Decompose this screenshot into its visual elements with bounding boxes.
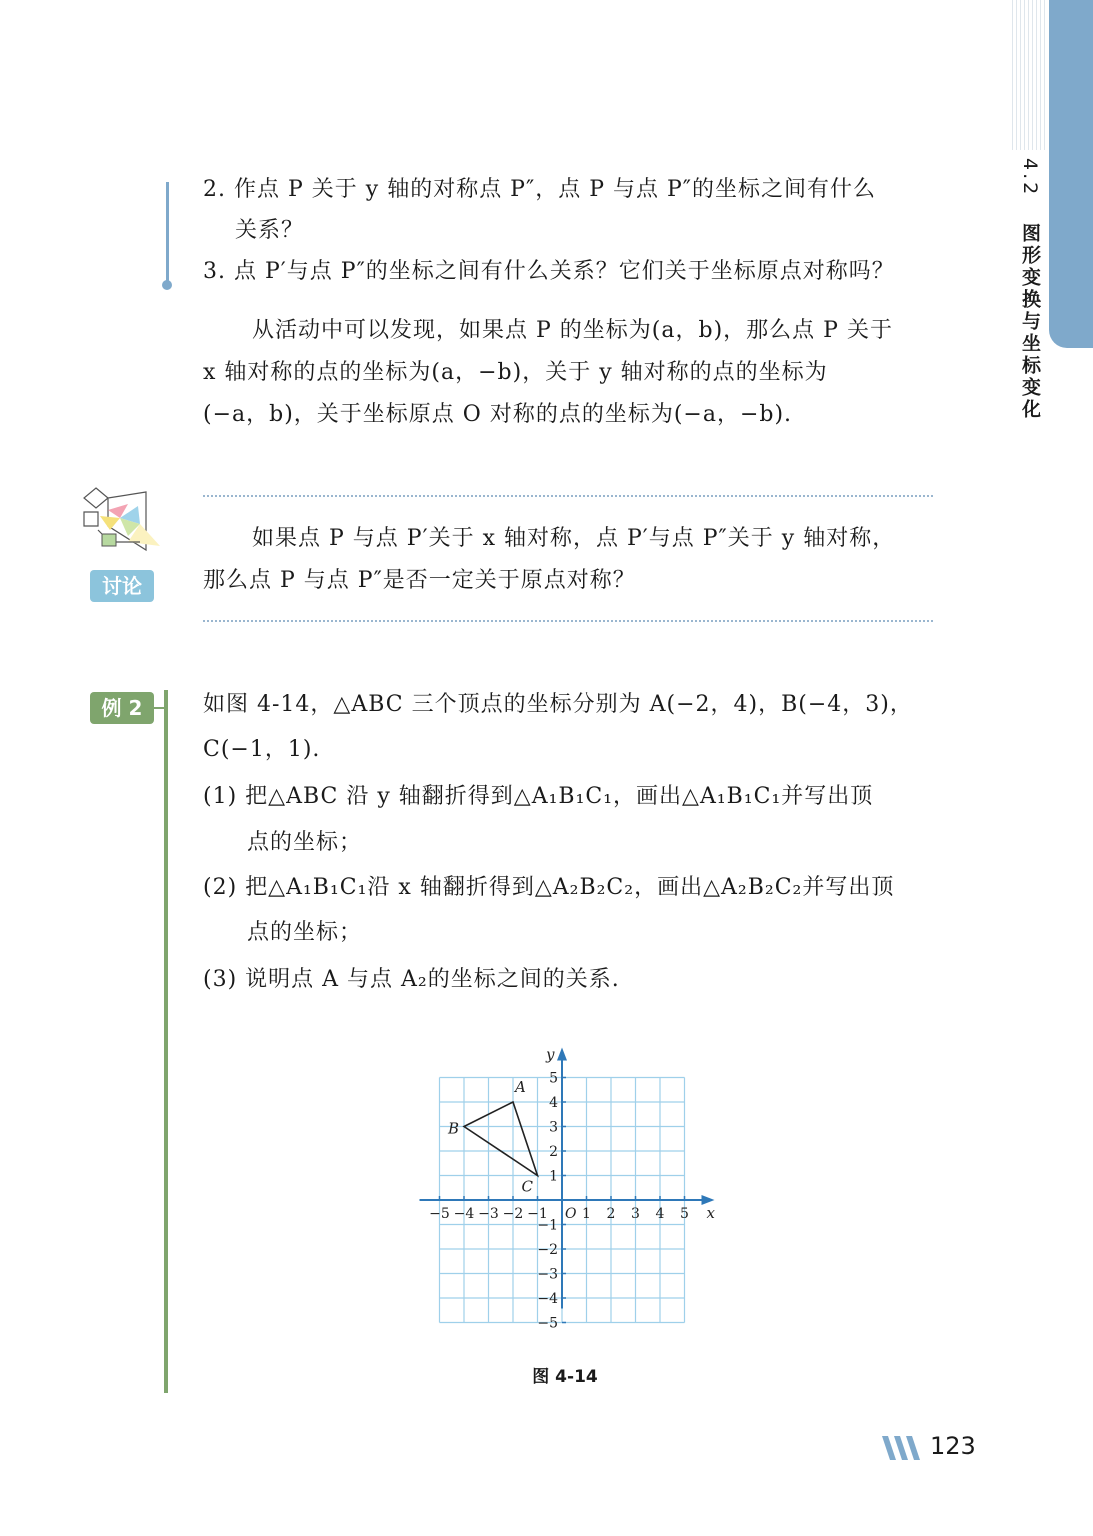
- y-tick-label: −2: [537, 1242, 558, 1258]
- figure-caption: 图 4-14: [532, 1367, 598, 1387]
- vertex-label-c: C: [521, 1177, 533, 1196]
- question-3: 3. 点 P′与点 P″的坐标之间有什么关系？它们关于坐标原点对称吗？: [203, 259, 895, 284]
- y-tick-label: −3: [537, 1266, 558, 1283]
- y-tick-label: 2: [549, 1144, 558, 1160]
- y-tick-label: −1: [537, 1217, 558, 1234]
- vertex-label-a: A: [515, 1078, 526, 1096]
- vertex-label-b: B: [448, 1119, 460, 1138]
- x-tick-label: −2: [502, 1206, 524, 1222]
- discussion-badge: 讨论: [90, 570, 154, 602]
- section-heading: [1014, 158, 1044, 421]
- discussion-bottom-divider: [203, 620, 933, 622]
- part-2-line-1: (2) 把△A₁B₁C₁沿 x 轴翻折得到△A₂B₂C₂，画出△A₂B₂C₂并写出顶: [203, 875, 895, 900]
- conclusion-line-2: x 轴对称的点的坐标为(a，−b)，关于 y 轴对称的点的坐标为: [203, 360, 828, 385]
- question-2-line-2: 关系？: [235, 218, 305, 243]
- conclusion-line-1: 从活动中可以发现，如果点 P 的坐标为(a，b)，那么点 P 关于: [252, 318, 893, 343]
- page-number-slashes-icon: [880, 1434, 926, 1462]
- chapter-side-tab: [1049, 0, 1093, 348]
- discussion-top-divider: [203, 495, 933, 497]
- y-tick-label: 1: [549, 1168, 558, 1185]
- activity-bar: [166, 182, 169, 284]
- example-line-2: C(−1，1).: [203, 737, 321, 762]
- x-axis-label: x: [706, 1204, 715, 1222]
- question-2-line-1: 2. 作点 P 关于 y 轴的对称点 P″，点 P 与点 P″的坐标之间有什么: [203, 177, 877, 202]
- discussion-line-2: 那么点 P 与点 P″是否一定关于原点对称？: [203, 568, 636, 593]
- x-tick-label: 1: [582, 1206, 591, 1222]
- example-line-1: 如图 4-14，△ABC 三个顶点的坐标分别为 A(−2，4)，B(−4，3)，: [203, 692, 913, 717]
- part-1-line-1: (1) 把△ABC 沿 y 轴翻折得到△A₁B₁C₁，画出△A₁B₁C₁并写出顶: [203, 784, 874, 809]
- y-tick-label: 3: [549, 1119, 558, 1136]
- page-number: 123: [930, 1432, 976, 1460]
- y-axis-arrow: [557, 1048, 567, 1061]
- triangle-abc: [464, 1102, 538, 1176]
- conclusion-line-3: (−a，b)，关于坐标原点 O 对称的点的坐标为(−a，−b).: [203, 402, 793, 427]
- tangram-icon: [80, 486, 164, 558]
- y-tick-label: 4: [549, 1095, 558, 1111]
- activity-bar-dot: [162, 280, 172, 290]
- x-tick-label: −5: [429, 1206, 450, 1222]
- x-tick-label: 5: [680, 1206, 689, 1222]
- x-tick-label: 2: [606, 1206, 616, 1222]
- y-tick-label: 5: [549, 1070, 558, 1087]
- x-tick-label: 3: [631, 1206, 640, 1222]
- y-axis-label: y: [546, 1045, 555, 1064]
- y-tick-label: −4: [537, 1291, 558, 1307]
- discussion-line-1: 如果点 P 与点 P′关于 x 轴对称，点 P′与点 P″关于 y 轴对称，: [252, 526, 896, 551]
- y-tick-label: −5: [537, 1315, 558, 1332]
- section-number: 4.2: [1019, 158, 1041, 198]
- example-badge: 例 2: [90, 692, 154, 724]
- origin-label: O: [565, 1206, 577, 1222]
- example-bar: [164, 690, 168, 1393]
- x-tick-label: −1: [527, 1206, 548, 1222]
- x-tick-label: 4: [655, 1206, 665, 1222]
- part-2-line-2: 点的坐标；: [247, 920, 363, 945]
- x-tick-label: −3: [478, 1206, 499, 1222]
- section-title: 图形变换与坐标变化: [1019, 222, 1041, 421]
- coordinate-grid-figure: [410, 1036, 730, 1346]
- part-3: (3) 说明点 A 与点 A₂的坐标之间的关系.: [203, 967, 620, 992]
- x-tick-label: −4: [453, 1206, 475, 1222]
- part-1-line-2: 点的坐标；: [247, 830, 363, 855]
- side-decoration-stripes: [1012, 0, 1048, 150]
